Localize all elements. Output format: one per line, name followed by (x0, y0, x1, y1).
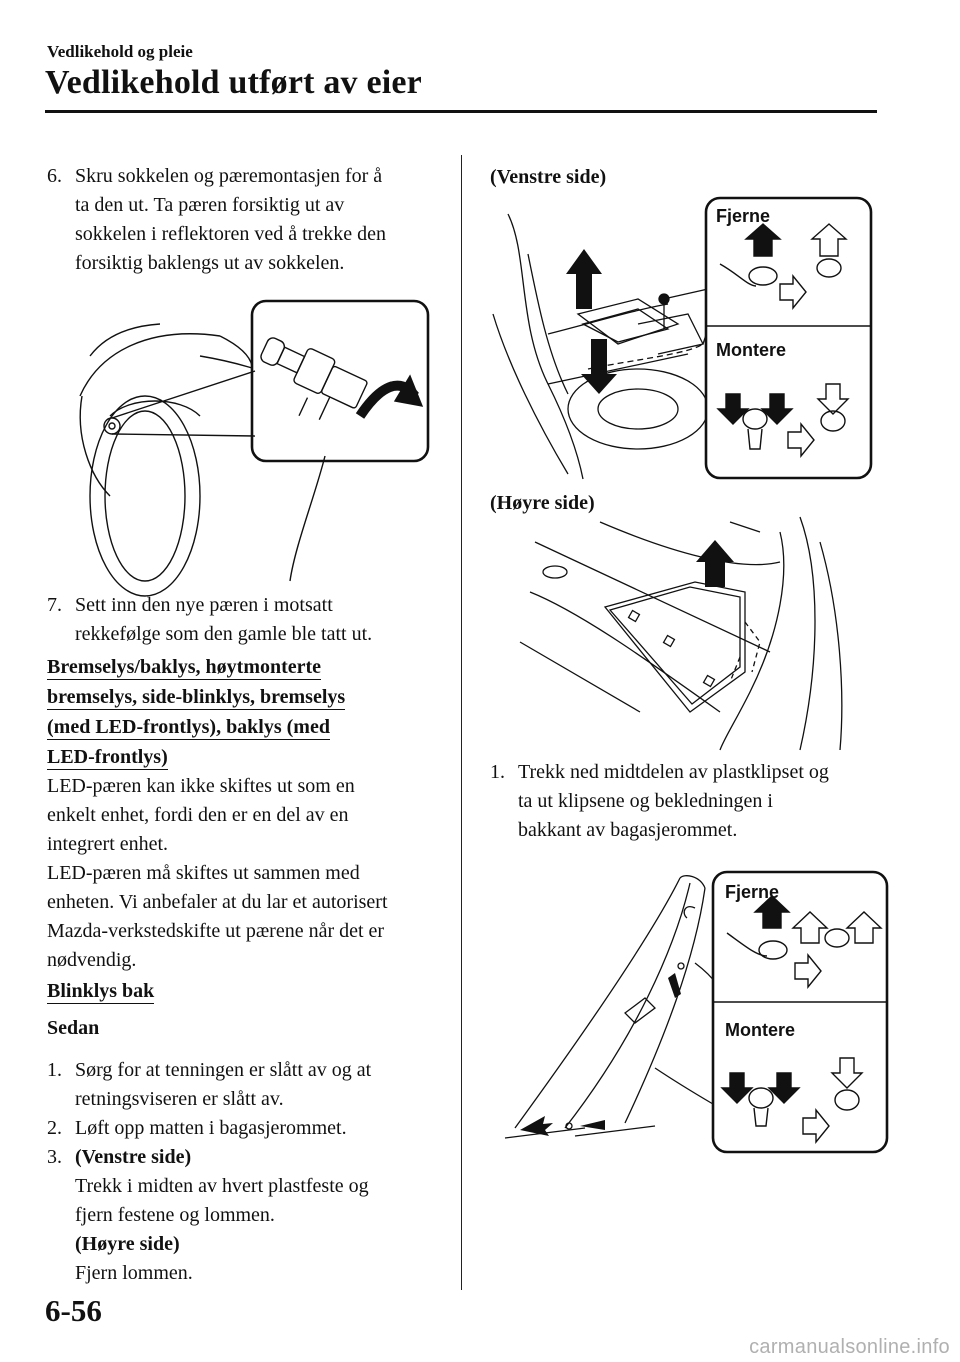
text-line: enheten. Vi anbefaler at du lar et autorisert (47, 891, 388, 913)
text-line: Trekk i midten av hvert plastfeste og (75, 1175, 369, 1197)
heading-text: Blinklys bak (47, 980, 155, 1002)
blink-step-1 (47, 1056, 457, 1116)
text-line: Skru sokkelen og pæremontasjen for å (75, 165, 383, 187)
text-line: rekkefølge som den gamle ble tatt ut. (75, 623, 373, 645)
step-number: 1. (47, 1059, 62, 1081)
remove-label: Fjerne (716, 206, 771, 226)
right-step-1 (490, 758, 890, 848)
header-divider (45, 110, 877, 113)
step-subheading: (Venstre side) (75, 1146, 192, 1168)
blink-step-2 (47, 1114, 457, 1144)
text-line: LED-pæren må skiftes ut sammen med (47, 862, 360, 884)
page-number: 6-56 (45, 1293, 102, 1328)
step-text (75, 162, 386, 278)
right-side-label: (Høyre side) (490, 492, 595, 514)
left-side-trunk-figure (488, 194, 878, 484)
step-6 (47, 162, 447, 282)
text-line: bakkant av bagasjerommet. (518, 819, 738, 841)
text-line: retningsviseren er slått av. (75, 1088, 284, 1110)
page-title: Vedlikehold utført av eier (45, 64, 422, 101)
install-label: Montere (725, 1020, 796, 1040)
headlamp-bulb-figure (70, 296, 440, 586)
heading-line: (med LED-frontlys), baklys (med (47, 716, 330, 738)
heading-line: Bremselys/baklys, høytmonterte (47, 656, 322, 678)
step-text (75, 1114, 347, 1143)
step-number: 1. (490, 761, 505, 783)
remove-label: Fjerne (725, 882, 780, 902)
text-line: enkelt enhet, fordi den er en del av en (47, 804, 349, 826)
step-number: 3. (47, 1146, 62, 1168)
step-number: 2. (47, 1117, 62, 1139)
blink-step-3 (47, 1143, 457, 1293)
text-line: ta ut klipsene og bekledningen i (518, 790, 773, 812)
right-side-trunk-figure (520, 512, 860, 752)
text-line: integrert enhet. (47, 833, 169, 855)
text-line: Løft opp matten i bagasjerommet. (75, 1117, 347, 1139)
text-line: LED-pæren kan ikke skiftes ut som en (47, 775, 355, 797)
text-line: sokkelen i reflektoren ved å trekke den (75, 223, 386, 245)
text-line: Mazda-verkstedskifte ut pærene når det er (47, 920, 385, 942)
step-text (75, 1056, 371, 1114)
text-line: Sørg for at tenningen er slått av og at (75, 1059, 372, 1081)
text-line: forsiktig baklengs ut av sokkelen. (75, 252, 345, 274)
step-text (75, 591, 372, 649)
install-label: Montere (716, 340, 787, 360)
step-text (75, 1143, 369, 1288)
led-paragraph (47, 772, 457, 975)
section-header: Vedlikehold og pleie (47, 42, 193, 61)
step-number: 6. (47, 165, 62, 187)
text-line: fjern festene og lommen. (75, 1204, 275, 1226)
column-divider (461, 155, 462, 1290)
led-section-heading (47, 652, 447, 772)
blinklys-heading (47, 976, 154, 1006)
step-text (518, 758, 829, 845)
step-number: 7. (47, 594, 62, 616)
text-line: nødvendig. (47, 949, 137, 971)
sedan-subheading: Sedan (47, 1017, 100, 1039)
step-7 (47, 591, 447, 651)
text-line: ta den ut. Ta pæren forsiktig ut av (75, 194, 345, 216)
trunk-trim-figure (505, 868, 890, 1158)
heading-line: LED-frontlys) (47, 746, 168, 768)
step-subheading: (Høyre side) (75, 1233, 180, 1255)
text-line: Trekk ned midtdelen av plastklipset og (518, 761, 829, 783)
heading-line: bremselys, side-blinklys, bremselys (47, 686, 346, 708)
text-line: Fjern lommen. (75, 1262, 193, 1284)
text-line: Sett inn den nye pæren i motsatt (75, 594, 333, 616)
left-side-label: (Venstre side) (490, 166, 607, 188)
watermark: carmanualsonline.info (749, 1336, 950, 1358)
